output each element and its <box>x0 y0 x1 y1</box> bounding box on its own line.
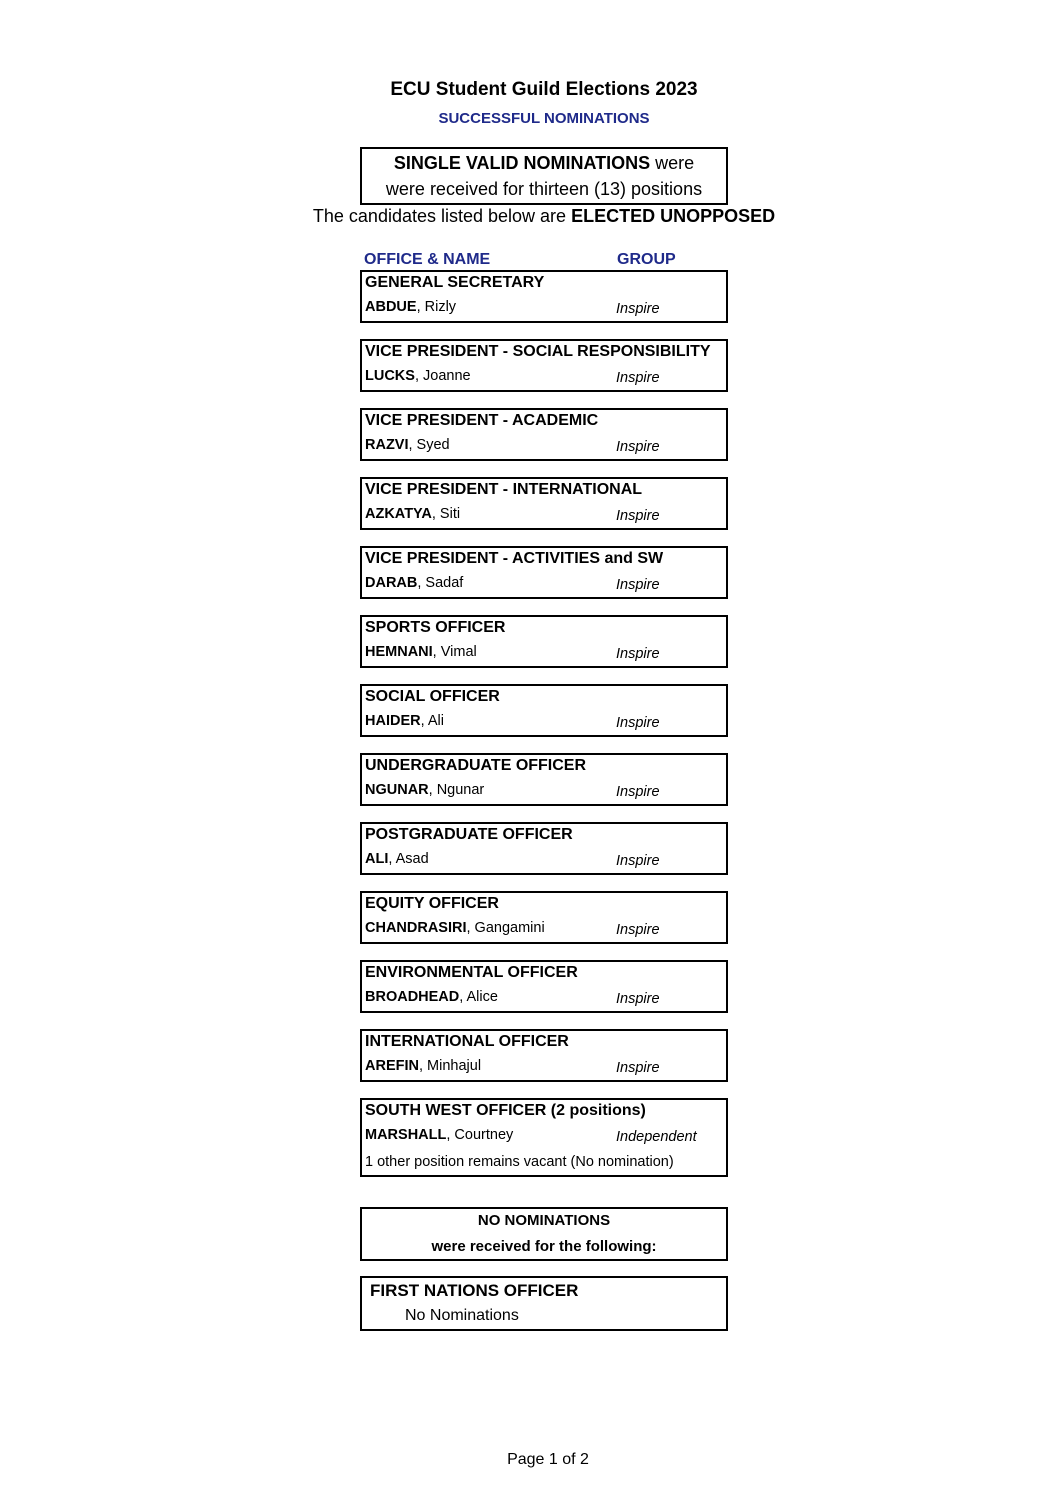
candidate-surname: ALI <box>365 851 389 867</box>
candidate-given-name: , Courtney <box>446 1127 514 1143</box>
header-office-name: OFFICE & NAME <box>364 251 491 268</box>
candidate-given-name: , Ali <box>420 713 444 729</box>
candidate-name <box>365 575 463 591</box>
single-nominations-line1 <box>362 153 726 174</box>
candidate-given-name: , Alice <box>459 989 498 1005</box>
candidate-name <box>365 989 498 1005</box>
candidate-group: Inspire <box>616 439 660 455</box>
candidate-name <box>365 782 484 798</box>
office-title: ENVIRONMENTAL OFFICER <box>365 964 578 981</box>
document-title: ECU Student Guild Elections 2023 <box>390 79 698 100</box>
office-box <box>360 546 728 599</box>
candidate-surname: ABDUE <box>365 299 417 315</box>
candidate-surname: BROADHEAD <box>365 989 460 1005</box>
candidate-name <box>365 368 471 384</box>
first-nations-office: FIRST NATIONS OFFICER <box>370 1281 579 1300</box>
no-nominations-box <box>360 1207 728 1261</box>
no-nominations-heading: NO NOMINATIONS <box>477 1212 611 1229</box>
office-box <box>360 615 728 668</box>
candidate-given-name: , Rizly <box>416 299 457 315</box>
candidate-name <box>365 1058 481 1074</box>
candidate-name <box>365 437 450 453</box>
office-box <box>360 960 728 1013</box>
candidate-given-name: , Ngunar <box>428 782 485 798</box>
office-title: SOUTH WEST OFFICER (2 positions) <box>365 1102 646 1119</box>
candidate-group: Inspire <box>616 370 660 386</box>
single-nominations-rest: were <box>650 153 695 173</box>
candidate-group: Inspire <box>616 991 660 1007</box>
candidate-surname: MARSHALL <box>365 1127 447 1143</box>
candidate-group: Inspire <box>616 715 660 731</box>
elected-line-text: The candidates listed below are <box>312 206 572 226</box>
candidate-given-name: , Asad <box>388 851 429 867</box>
office-title: GENERAL SECRETARY <box>365 274 545 291</box>
office-title: VICE PRESIDENT - ACTIVITIES and SW <box>365 550 664 567</box>
office-title: INTERNATIONAL OFFICER <box>365 1033 569 1050</box>
candidate-surname: HAIDER <box>365 713 421 729</box>
office-title: SOCIAL OFFICER <box>365 688 500 705</box>
candidate-group: Inspire <box>616 922 660 938</box>
candidate-name <box>365 851 429 867</box>
candidate-group: Inspire <box>616 301 660 317</box>
office-box <box>360 684 728 737</box>
candidate-given-name: , Syed <box>408 437 450 453</box>
office-box <box>360 477 728 530</box>
candidate-surname: AREFIN <box>365 1058 419 1074</box>
candidate-surname: DARAB <box>365 575 418 591</box>
office-title: EQUITY OFFICER <box>365 895 499 912</box>
office-box <box>360 408 728 461</box>
office-box <box>360 1098 728 1177</box>
candidate-given-name: , Siti <box>431 506 461 522</box>
office-box <box>360 891 728 944</box>
first-nations-box <box>360 1276 728 1331</box>
single-nominations-bold: SINGLE VALID NOMINATIONS <box>393 153 651 173</box>
first-nations-status: No Nominations <box>405 1307 519 1324</box>
candidate-given-name: , Minhajul <box>418 1058 482 1074</box>
candidate-name <box>365 713 444 729</box>
candidate-surname: RAZVI <box>365 437 409 453</box>
document-subtitle: SUCCESSFUL NOMINATIONS <box>438 110 650 127</box>
candidate-group: Inspire <box>616 508 660 524</box>
candidate-surname: NGUNAR <box>365 782 429 798</box>
candidate-given-name: , Sadaf <box>417 575 464 591</box>
office-title: SPORTS OFFICER <box>365 619 506 636</box>
candidate-group: Inspire <box>616 853 660 869</box>
page-number: Page 1 of 2 <box>507 1451 589 1468</box>
candidate-group: Independent <box>616 1129 697 1145</box>
elected-unopposed-line <box>0 206 1058 227</box>
vacancy-note: 1 other position remains vacant (No nomination) <box>365 1154 674 1170</box>
candidate-given-name: , Joanne <box>414 368 471 384</box>
candidate-group: Inspire <box>616 646 660 662</box>
office-title: UNDERGRADUATE OFFICER <box>365 757 587 774</box>
candidate-group: Inspire <box>616 784 660 800</box>
candidate-name <box>365 299 456 315</box>
candidate-name <box>365 644 477 660</box>
candidate-given-name: , Vimal <box>432 644 477 660</box>
office-box <box>360 339 728 392</box>
candidate-group: Inspire <box>616 577 660 593</box>
single-nominations-line2: were received for thirteen (13) positions <box>385 179 703 199</box>
candidate-name <box>365 1127 513 1143</box>
office-title: VICE PRESIDENT - SOCIAL RESPONSIBILITY <box>365 343 711 360</box>
candidate-name <box>365 920 545 936</box>
office-box <box>360 1029 728 1082</box>
office-title: POSTGRADUATE OFFICER <box>365 826 573 843</box>
candidate-group: Inspire <box>616 1060 660 1076</box>
office-title: VICE PRESIDENT - INTERNATIONAL <box>365 481 643 498</box>
office-title: VICE PRESIDENT - ACADEMIC <box>365 412 599 429</box>
candidate-surname: CHANDRASIRI <box>365 920 467 936</box>
candidate-surname: HEMNANI <box>365 644 433 660</box>
office-box <box>360 753 728 806</box>
office-box <box>360 822 728 875</box>
candidate-surname: AZKATYA <box>365 506 432 522</box>
candidate-name <box>365 506 460 522</box>
single-nominations-box <box>360 147 728 205</box>
candidate-given-name: , Gangamini <box>466 920 545 936</box>
candidate-surname: LUCKS <box>365 368 415 384</box>
elected-line-bold: ELECTED UNOPPOSED <box>571 206 776 226</box>
header-group: GROUP <box>617 251 676 268</box>
no-nominations-subheading: were received for the following: <box>431 1238 657 1255</box>
office-box <box>360 270 728 323</box>
